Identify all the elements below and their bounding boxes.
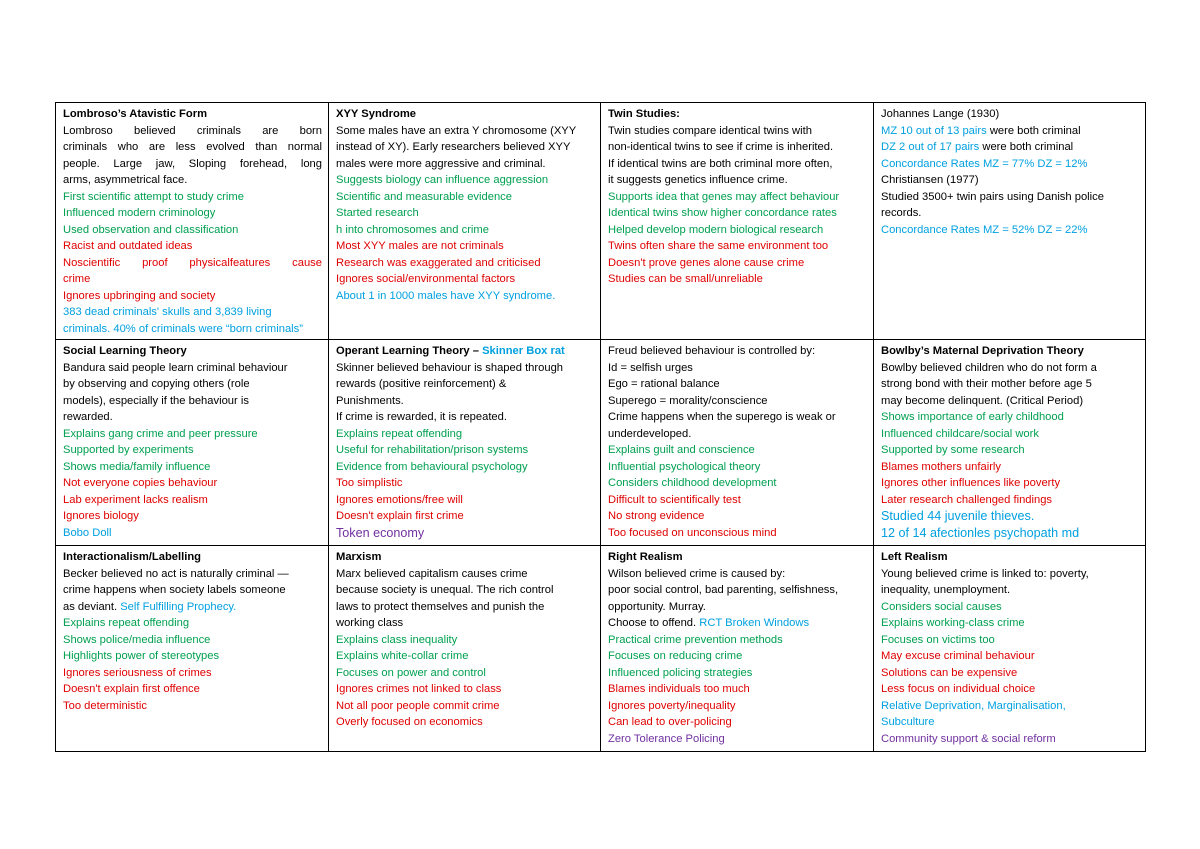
- text-segment: Influenced childcare/social work: [881, 427, 1039, 440]
- text-segment: people. Large jaw, Sloping forehead, long: [63, 157, 322, 170]
- cell-heading: [63, 106, 322, 123]
- text-segment: Crime happens when the superego is weak or: [608, 411, 836, 423]
- cell-line: [881, 698, 1139, 715]
- text-segment: h into chromosomes and crime: [336, 223, 489, 236]
- cell-line: [336, 714, 594, 731]
- text-segment: Influenced modern criminology: [63, 207, 216, 219]
- cell-heading: [881, 549, 1139, 566]
- text-segment: First scientific attempt to study crime: [63, 190, 244, 203]
- text-segment: Influenced policing strategies: [608, 666, 753, 679]
- theory-cell: [329, 103, 601, 340]
- text-segment: strong bond with their mother before age 5: [881, 378, 1092, 390]
- cell-line: [336, 238, 594, 255]
- table-row: [56, 546, 1146, 752]
- text-segment: Too focused on unconscious mind: [608, 526, 777, 539]
- theory-table: [55, 102, 1146, 752]
- text-segment: Explains repeat offending: [336, 427, 463, 440]
- cell-line: [336, 475, 594, 492]
- cell-line: [63, 566, 322, 583]
- cell-line: [336, 123, 594, 140]
- cell-line: [63, 459, 322, 476]
- cell-heading: [881, 343, 1139, 360]
- text-segment: Skinner Box rat: [482, 345, 565, 357]
- cell-line: [608, 599, 867, 616]
- text-segment: instead of XY). Early researchers believed XYY: [336, 141, 571, 153]
- text-segment: were both criminal: [986, 124, 1081, 137]
- cell-line: [881, 681, 1139, 698]
- cell-line: [63, 665, 322, 682]
- text-segment: Identical twins show higher concordance rates: [608, 207, 837, 219]
- text-segment: Focuses on power and control: [336, 666, 486, 679]
- cell-line: [63, 304, 322, 321]
- text-segment: Considers childhood development: [608, 477, 777, 489]
- cell-line: [881, 106, 1139, 123]
- text-segment: If crime is rewarded, it is repeated.: [336, 411, 507, 423]
- cell-line: [63, 492, 322, 509]
- text-segment: poor social control, bad parenting, selfishness,: [608, 584, 839, 596]
- cell-line: [608, 475, 867, 492]
- theory-cell: [601, 103, 874, 340]
- cell-line: [336, 566, 594, 583]
- theory-cell: [601, 340, 874, 546]
- cell-line: [63, 222, 322, 239]
- cell-line: [336, 492, 594, 509]
- cell-line: [336, 525, 594, 542]
- text-segment: Highlights power of stereotypes: [63, 650, 220, 662]
- text-segment: Zero Tolerance Policing: [608, 732, 725, 745]
- cell-line: [881, 582, 1139, 599]
- theory-cell: [329, 340, 601, 546]
- cell-line: [336, 222, 594, 239]
- text-segment: Subculture: [881, 716, 935, 728]
- cell-heading: [336, 549, 594, 566]
- cell-line: [63, 360, 322, 377]
- table-body: [56, 103, 1146, 752]
- cell-line: [336, 376, 594, 393]
- text-segment: Relative Deprivation, Marginalisation,: [881, 699, 1066, 712]
- cell-line: [608, 648, 867, 665]
- cell-line: [336, 665, 594, 682]
- cell-line: [881, 615, 1139, 632]
- cell-heading: [63, 343, 322, 360]
- cell-line: [608, 459, 867, 476]
- cell-heading: [63, 549, 322, 566]
- text-segment: Studied 44 juvenile thieves.: [881, 509, 1035, 523]
- cell-line: [608, 238, 867, 255]
- text-segment: Interactionalism/Labelling: [63, 551, 202, 563]
- text-segment: Christiansen (1977): [881, 174, 979, 186]
- text-segment: Lombroso’s Atavistic Form: [63, 108, 208, 120]
- text-segment: Young believed crime is linked to: poverty,: [881, 567, 1089, 580]
- cell-line: [608, 698, 867, 715]
- text-segment: Research was exaggerated and criticised: [336, 256, 541, 269]
- cell-line: [336, 360, 594, 377]
- text-segment: Blames mothers unfairly: [881, 460, 1001, 473]
- text-segment: Marx believed capitalism causes crime: [336, 567, 528, 580]
- text-segment: Helped develop modern biological research: [608, 223, 824, 236]
- cell-line: [336, 139, 594, 156]
- text-segment: Twin Studies:: [608, 108, 680, 120]
- cell-line: [63, 321, 322, 338]
- cell-line: [881, 731, 1139, 748]
- text-segment: Bobo Doll: [63, 526, 112, 539]
- cell-line: [63, 172, 322, 189]
- cell-line: [608, 426, 867, 443]
- text-segment: Bowlby’s Maternal Deprivation Theory: [881, 345, 1084, 357]
- text-segment: Skinner believed behaviour is shaped through: [336, 361, 564, 374]
- text-segment: inequality, unemployment.: [881, 584, 1011, 596]
- cell-line: [881, 566, 1139, 583]
- text-segment: 383 dead criminals' skulls and 3,839 living: [63, 306, 272, 318]
- text-segment: Difficult to scientifically test: [608, 493, 741, 506]
- cell-line: [608, 189, 867, 206]
- text-segment: Wilson believed crime is caused by:: [608, 567, 786, 580]
- cell-line: [881, 376, 1139, 393]
- cell-line: [881, 393, 1139, 410]
- text-segment: laws to protect themselves and punish the: [336, 600, 545, 613]
- text-segment: Solutions can be expensive: [881, 666, 1018, 679]
- theory-cell: [329, 546, 601, 752]
- text-segment: Right Realism: [608, 551, 683, 563]
- cell-line: [608, 442, 867, 459]
- cell-line: [608, 172, 867, 189]
- cell-line: [63, 442, 322, 459]
- cell-line: [336, 582, 594, 599]
- cell-line: [63, 698, 322, 715]
- cell-line: [63, 525, 322, 542]
- text-segment: Ignores emotions/free will: [336, 493, 463, 506]
- text-segment: Becker believed no act is naturally criminal —: [63, 567, 289, 580]
- theory-cell: [56, 340, 329, 546]
- cell-line: [608, 255, 867, 272]
- text-segment: Started research: [336, 207, 419, 219]
- text-segment: Bowlby believed children who do not form a: [881, 361, 1097, 374]
- cell-line: [881, 222, 1139, 239]
- cell-line: [336, 632, 594, 649]
- cell-line: [63, 632, 322, 649]
- text-segment: Ignores crimes not linked to class: [336, 683, 502, 695]
- cell-line: [608, 123, 867, 140]
- cell-line: [63, 508, 322, 525]
- text-segment: Noscientific proof physicalfeatures cause: [63, 256, 322, 269]
- cell-line: [63, 426, 322, 443]
- cell-line: [881, 475, 1139, 492]
- text-segment: crime happens when society labels someone: [63, 584, 286, 596]
- text-segment: Token economy: [336, 525, 425, 540]
- cell-line: [63, 615, 322, 632]
- cell-line: [608, 731, 867, 748]
- text-segment: Choose to offend.: [608, 617, 700, 629]
- text-segment: Freud believed behaviour is controlled by:: [608, 345, 816, 357]
- text-segment: Bandura said people learn criminal behaviour: [63, 361, 288, 374]
- text-segment: crime: [63, 273, 91, 285]
- text-segment: If identical twins are both criminal more often,: [608, 157, 833, 170]
- text-segment: Left Realism: [881, 551, 948, 563]
- cell-line: [63, 409, 322, 426]
- cell-line: [608, 139, 867, 156]
- table-row: [56, 103, 1146, 340]
- text-segment: Most XYY males are not criminals: [336, 240, 504, 252]
- cell-line: [608, 409, 867, 426]
- text-segment: Twin studies compare identical twins with: [608, 124, 812, 137]
- text-segment: because society is unequal. The rich control: [336, 584, 554, 596]
- text-segment: Too deterministic: [63, 699, 147, 712]
- text-segment: Useful for rehabilitation/prison systems: [336, 444, 529, 456]
- cell-line: [63, 205, 322, 222]
- text-segment: Explains working-class crime: [881, 617, 1025, 629]
- text-segment: Ignores biology: [63, 510, 139, 522]
- cell-line: [63, 189, 322, 206]
- cell-line: [608, 343, 867, 360]
- cell-line: [336, 172, 594, 189]
- cell-line: [608, 566, 867, 583]
- text-segment: Studied 3500+ twin pairs using Danish police: [881, 190, 1104, 203]
- cell-line: [881, 172, 1139, 189]
- cell-line: [336, 508, 594, 525]
- text-segment: Punishments.: [336, 394, 404, 407]
- cell-line: [336, 288, 594, 305]
- text-segment: Considers social causes: [881, 600, 1002, 613]
- text-segment: Superego = morality/conscience: [608, 394, 768, 407]
- cell-line: [608, 156, 867, 173]
- cell-line: [63, 599, 322, 616]
- cell-line: [881, 714, 1139, 731]
- cell-line: [63, 255, 322, 272]
- text-segment: Not everyone copies behaviour: [63, 477, 218, 489]
- cell-line: [63, 238, 322, 255]
- cell-line: [608, 271, 867, 288]
- cell-line: [881, 156, 1139, 173]
- text-segment: Some males have an extra Y chromosome (XYY: [336, 124, 577, 137]
- text-segment: Blames individuals too much: [608, 683, 750, 695]
- text-segment: Self Fulfilling Prophecy.: [120, 600, 237, 613]
- cell-heading: [336, 343, 594, 360]
- text-segment: it suggests genetics influence crime.: [608, 174, 788, 186]
- text-segment: Can lead to over-policing: [608, 716, 732, 728]
- cell-line: [336, 442, 594, 459]
- text-segment: Explains gang crime and peer pressure: [63, 427, 258, 440]
- text-segment: Practical crime prevention methods: [608, 633, 783, 646]
- cell-line: [336, 698, 594, 715]
- cell-line: [881, 665, 1139, 682]
- cell-heading: [336, 106, 594, 123]
- cell-line: [63, 288, 322, 305]
- cell-line: [608, 632, 867, 649]
- cell-line: [336, 615, 594, 632]
- cell-line: [881, 442, 1139, 459]
- cell-line: [336, 393, 594, 410]
- cell-line: [63, 393, 322, 410]
- text-segment: Lab experiment lacks realism: [63, 493, 208, 506]
- cell-line: [608, 360, 867, 377]
- text-segment: Concordance Rates MZ = 77% DZ = 12%: [881, 157, 1088, 170]
- cell-line: [608, 222, 867, 239]
- text-segment: Influential psychological theory: [608, 460, 761, 473]
- text-segment: DZ 2 out of 17 pairs: [881, 141, 980, 153]
- cell-line: [63, 139, 322, 156]
- cell-line: [608, 714, 867, 731]
- text-segment: Overly focused on economics: [336, 716, 483, 728]
- text-segment: Twins often share the same environment too: [608, 240, 829, 252]
- cell-line: [881, 205, 1139, 222]
- text-segment: Social Learning Theory: [63, 345, 187, 357]
- cell-heading: [608, 549, 867, 566]
- text-segment: Supported by some research: [881, 444, 1025, 456]
- cell-line: [336, 599, 594, 616]
- text-segment: Shows importance of early childhood: [881, 411, 1064, 423]
- text-segment: arms, asymmetrical face.: [63, 174, 188, 186]
- text-segment: as deviant.: [63, 600, 121, 613]
- text-segment: Not all poor people commit crime: [336, 699, 500, 712]
- text-segment: Doesn't explain first offence: [63, 683, 200, 695]
- text-segment: Scientific and measurable evidence: [336, 190, 512, 203]
- cell-line: [881, 360, 1139, 377]
- cell-line: [336, 271, 594, 288]
- text-segment: Community support & social reform: [881, 732, 1056, 745]
- cell-line: [336, 409, 594, 426]
- text-segment: Racist and outdated ideas: [63, 240, 193, 252]
- text-segment: Explains repeat offending: [63, 617, 190, 629]
- text-segment: Explains class inequality: [336, 633, 458, 646]
- cell-line: [608, 205, 867, 222]
- text-segment: MZ 10 out of 13 pairs: [881, 124, 987, 137]
- cell-line: [336, 681, 594, 698]
- text-segment: Operant Learning Theory –: [336, 345, 483, 357]
- text-segment: Supports idea that genes may affect behaviour: [608, 190, 840, 203]
- text-segment: About 1 in 1000 males have XYY syndrome.: [336, 289, 556, 302]
- cell-line: [336, 189, 594, 206]
- cell-line: [336, 648, 594, 665]
- text-segment: Id = selfish urges: [608, 361, 693, 374]
- cell-line: [336, 205, 594, 222]
- text-segment: Concordance Rates MZ = 52% DZ = 22%: [881, 223, 1088, 236]
- text-segment: underdeveloped.: [608, 427, 692, 440]
- text-segment: Explains guilt and conscience: [608, 444, 755, 456]
- cell-line: [881, 459, 1139, 476]
- text-segment: Focuses on victims too: [881, 633, 995, 646]
- text-segment: Shows media/family influence: [63, 460, 211, 473]
- cell-line: [881, 632, 1139, 649]
- cell-line: [63, 376, 322, 393]
- cell-line: [608, 393, 867, 410]
- text-segment: XYY Syndrome: [336, 108, 417, 120]
- text-segment: Lombroso believed criminals are born: [63, 124, 322, 137]
- cell-line: [608, 582, 867, 599]
- theory-cell: [56, 103, 329, 340]
- cell-line: [881, 648, 1139, 665]
- text-segment: Ignores poverty/inequality: [608, 699, 736, 712]
- theory-cell: [874, 340, 1146, 546]
- text-segment: Explains white-collar crime: [336, 650, 469, 662]
- cell-line: [881, 599, 1139, 616]
- text-segment: Ignores seriousness of crimes: [63, 666, 212, 679]
- text-segment: Focuses on reducing crime: [608, 650, 743, 662]
- text-segment: Supported by experiments: [63, 444, 194, 456]
- cell-line: [881, 189, 1139, 206]
- cell-line: [881, 123, 1139, 140]
- text-segment: rewarded.: [63, 411, 113, 423]
- cell-line: [63, 156, 322, 173]
- cell-line: [608, 681, 867, 698]
- cell-line: [881, 508, 1139, 525]
- cell-line: [881, 525, 1139, 542]
- text-segment: Used observation and classification: [63, 223, 239, 236]
- text-segment: non-identical twins to see if crime is inherited.: [608, 141, 834, 153]
- text-segment: records.: [881, 207, 922, 219]
- cell-line: [881, 409, 1139, 426]
- cell-line: [336, 459, 594, 476]
- theory-cell: [601, 546, 874, 752]
- text-segment: by observing and copying others (role: [63, 378, 250, 390]
- cell-line: [63, 582, 322, 599]
- text-segment: Ignores other influences like poverty: [881, 477, 1061, 489]
- cell-line: [881, 492, 1139, 509]
- text-segment: Doesn't explain first crime: [336, 510, 464, 522]
- cell-line: [63, 271, 322, 288]
- text-segment: Doesn't prove genes alone cause crime: [608, 256, 805, 269]
- text-segment: Evidence from behavioural psychology: [336, 460, 528, 473]
- text-segment: models), especially if the behaviour is: [63, 394, 249, 407]
- cell-line: [608, 615, 867, 632]
- cell-line: [336, 156, 594, 173]
- table-row: [56, 340, 1146, 546]
- text-segment: May excuse criminal behaviour: [881, 650, 1035, 662]
- theory-cell: [874, 546, 1146, 752]
- cell-line: [881, 139, 1139, 156]
- text-segment: Johannes Lange (1930): [881, 108, 1000, 120]
- cell-line: [881, 426, 1139, 443]
- text-segment: Shows police/media influence: [63, 633, 211, 646]
- text-segment: Ignores social/environmental factors: [336, 273, 516, 285]
- text-segment: Ego = rational balance: [608, 378, 720, 390]
- cell-line: [336, 255, 594, 272]
- cell-line: [608, 508, 867, 525]
- text-segment: working class: [336, 617, 404, 629]
- text-segment: Marxism: [336, 551, 382, 563]
- text-segment: criminals who are less evolved than normal: [63, 141, 322, 153]
- cell-line: [608, 492, 867, 509]
- text-segment: 12 of 14 afectionles psychopath md: [881, 526, 1080, 540]
- cell-line: [63, 681, 322, 698]
- theory-cell: [874, 103, 1146, 340]
- text-segment: Suggests biology can influence aggression: [336, 174, 549, 186]
- cell-line: [63, 123, 322, 140]
- cell-line: [63, 648, 322, 665]
- text-segment: No strong evidence: [608, 510, 705, 522]
- cell-line: [63, 475, 322, 492]
- cell-line: [608, 376, 867, 393]
- text-segment: opportunity. Murray.: [608, 600, 706, 613]
- text-segment: RCT Broken Windows: [699, 617, 810, 629]
- cell-line: [608, 665, 867, 682]
- text-segment: were both criminal: [979, 141, 1074, 153]
- cell-line: [336, 426, 594, 443]
- text-segment: Ignores upbringing and society: [63, 289, 216, 302]
- theory-cell: [56, 546, 329, 752]
- cell-line: [608, 525, 867, 542]
- cell-heading: [608, 106, 867, 123]
- text-segment: Too simplistic: [336, 477, 403, 489]
- text-segment: Later research challenged findings: [881, 493, 1053, 506]
- text-segment: criminals. 40% of criminals were “born criminals”: [63, 322, 303, 335]
- text-segment: Less focus on individual choice: [881, 683, 1036, 695]
- text-segment: males were more aggressive and criminal.: [336, 157, 546, 170]
- text-segment: Studies can be small/unreliable: [608, 273, 763, 285]
- text-segment: may become delinquent. (Critical Period): [881, 394, 1084, 407]
- text-segment: rewards (positive reinforcement) &: [336, 378, 507, 390]
